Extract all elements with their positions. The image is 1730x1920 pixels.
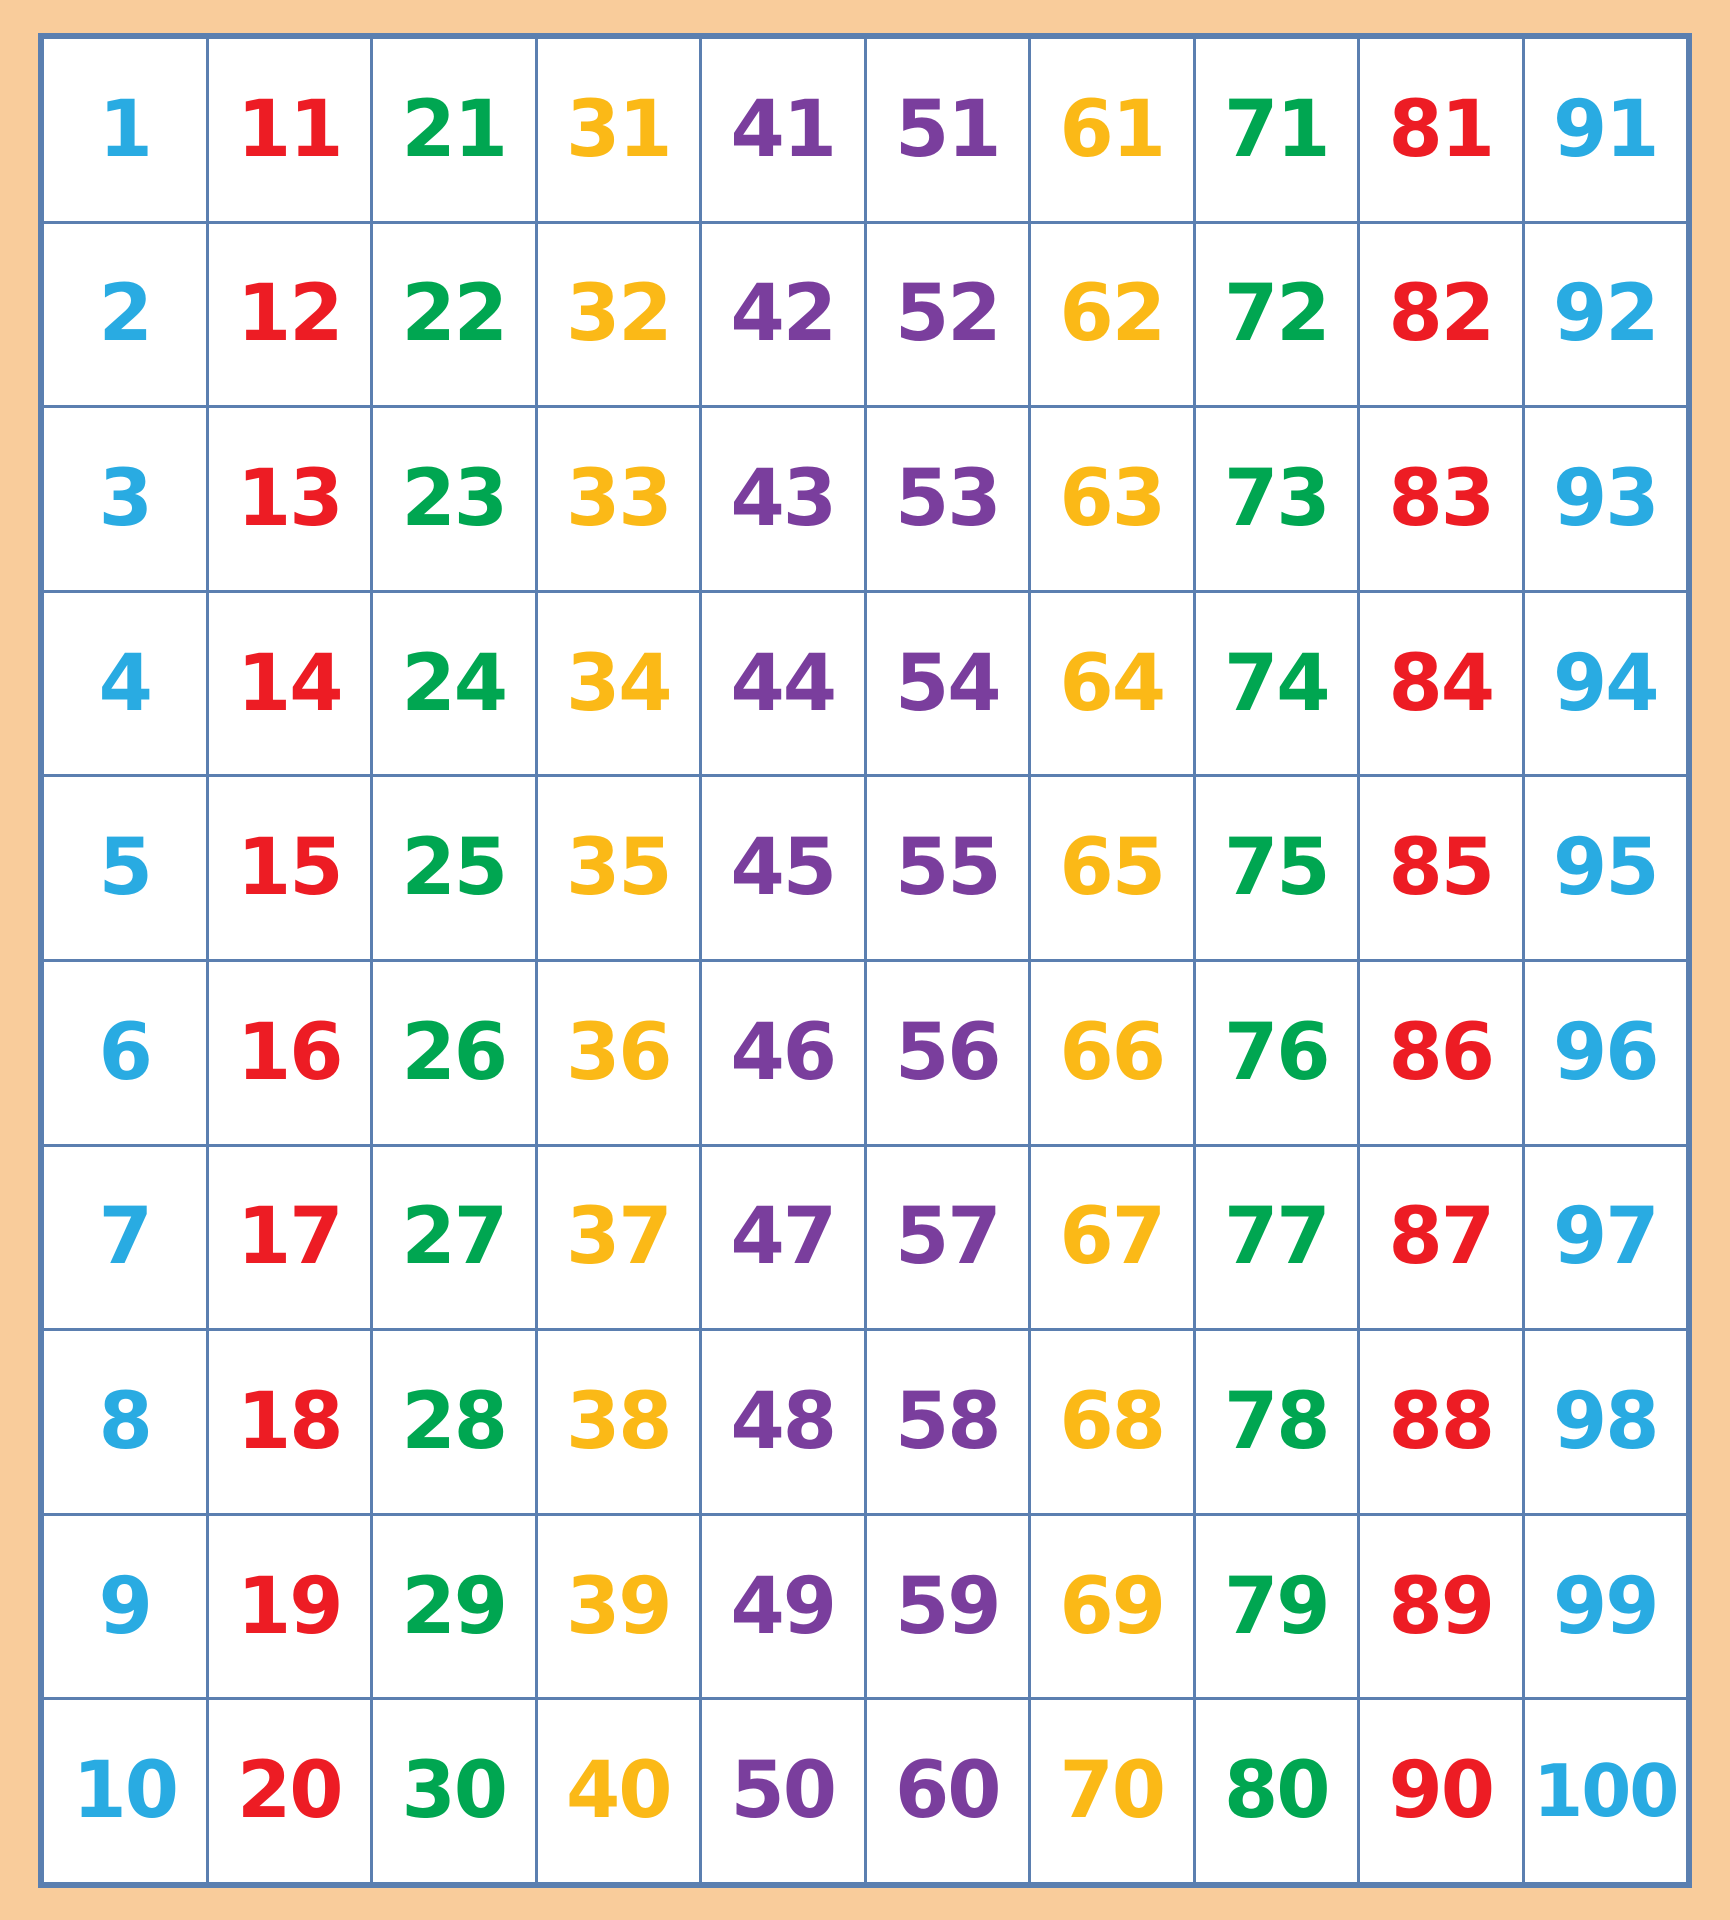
number-cell[interactable] [865,1330,1030,1515]
number-label: 16 [236,1007,342,1098]
number-cell[interactable] [207,1514,372,1699]
number-cell[interactable] [1030,222,1195,407]
number-label: 47 [730,1192,836,1283]
number-label: 18 [236,1376,342,1467]
number-cell[interactable] [1030,960,1195,1145]
number-cell[interactable] [1523,776,1688,961]
number-cell[interactable] [43,1145,208,1330]
number-cell[interactable] [207,1330,372,1515]
number-label: 1 [98,84,151,175]
number-label: 28 [401,1376,507,1467]
number-label: 24 [401,638,507,729]
number-cell[interactable] [1359,222,1524,407]
number-cell[interactable] [372,407,537,592]
number-label: 80 [1223,1746,1329,1837]
number-cell[interactable] [701,1514,866,1699]
number-label: 100 [1533,1749,1678,1834]
number-label: 76 [1223,1007,1329,1098]
number-label: 22 [401,269,507,360]
number-cell[interactable] [1523,591,1688,776]
number-label: 13 [236,453,342,544]
number-label: 98 [1552,1376,1658,1467]
number-label: 69 [1059,1561,1165,1652]
number-label: 96 [1552,1007,1658,1098]
number-label: 50 [730,1746,836,1837]
number-label: 84 [1388,638,1494,729]
number-cell[interactable] [372,591,537,776]
number-label: 67 [1059,1192,1165,1283]
number-cell[interactable] [536,1330,701,1515]
number-cell[interactable] [43,776,208,961]
number-label: 94 [1552,638,1658,729]
number-cell[interactable] [43,591,208,776]
number-cell[interactable] [536,1145,701,1330]
number-label: 85 [1388,823,1494,914]
number-label: 11 [236,84,342,175]
number-cell[interactable] [1030,1330,1195,1515]
number-cell[interactable] [1523,38,1688,223]
number-cell[interactable] [43,1699,208,1884]
number-label: 74 [1223,638,1329,729]
hundred-number-chart [38,33,1692,1888]
number-label: 51 [894,84,1000,175]
number-label: 41 [730,84,836,175]
number-label: 12 [236,269,342,360]
table-row [43,222,1688,407]
number-cell[interactable] [1359,776,1524,961]
number-label: 8 [98,1376,151,1467]
table-row [43,1145,1688,1330]
number-label: 68 [1059,1376,1165,1467]
number-cell[interactable] [701,1145,866,1330]
number-cell[interactable] [865,1514,1030,1699]
number-label: 83 [1388,453,1494,544]
number-label: 30 [401,1746,507,1837]
table-row [43,960,1688,1145]
number-label: 59 [894,1561,1000,1652]
number-label: 19 [236,1561,342,1652]
number-cell[interactable] [1194,38,1359,223]
number-label: 54 [894,638,1000,729]
number-label: 62 [1059,269,1165,360]
number-cell[interactable] [372,960,537,1145]
number-cell[interactable] [536,407,701,592]
number-label: 38 [565,1376,671,1467]
number-label: 78 [1223,1376,1329,1467]
number-label: 71 [1223,84,1329,175]
number-label: 36 [565,1007,671,1098]
number-cell[interactable] [865,591,1030,776]
number-label: 33 [565,453,671,544]
number-label: 92 [1552,269,1658,360]
number-cell[interactable] [372,1145,537,1330]
number-label: 90 [1388,1746,1494,1837]
number-cell[interactable] [1359,1699,1524,1884]
number-cell[interactable] [207,960,372,1145]
number-cell[interactable] [1523,1514,1688,1699]
number-cell[interactable] [207,407,372,592]
number-label: 44 [730,638,836,729]
number-label: 72 [1223,269,1329,360]
number-cell[interactable] [1359,407,1524,592]
number-cell[interactable] [865,38,1030,223]
number-label: 42 [730,269,836,360]
number-cell[interactable] [1359,1514,1524,1699]
number-cell[interactable] [536,38,701,223]
number-cell[interactable] [372,1330,537,1515]
number-cell[interactable] [1194,407,1359,592]
number-label: 73 [1223,453,1329,544]
number-cell[interactable] [865,960,1030,1145]
number-cell[interactable] [536,960,701,1145]
number-label: 75 [1223,823,1329,914]
number-cell[interactable] [1194,960,1359,1145]
number-cell[interactable] [1030,1145,1195,1330]
number-label: 34 [565,638,671,729]
number-cell[interactable] [372,1514,537,1699]
number-label: 86 [1388,1007,1494,1098]
number-grid [41,36,1689,1885]
number-label: 64 [1059,638,1165,729]
number-cell[interactable] [701,960,866,1145]
number-label: 6 [98,1007,151,1098]
number-label: 21 [401,84,507,175]
number-label: 56 [894,1007,1000,1098]
number-label: 45 [730,823,836,914]
number-label: 87 [1388,1192,1494,1283]
number-label: 37 [565,1192,671,1283]
number-label: 29 [401,1561,507,1652]
number-cell[interactable] [1523,960,1688,1145]
number-cell[interactable] [1194,222,1359,407]
number-label: 31 [565,84,671,175]
number-cell[interactable] [701,776,866,961]
number-label: 7 [98,1192,151,1283]
number-label: 35 [565,823,671,914]
number-label: 14 [236,638,342,729]
number-label: 55 [894,823,1000,914]
number-cell[interactable] [536,591,701,776]
number-label: 81 [1388,84,1494,175]
number-label: 20 [236,1746,342,1837]
number-label: 53 [894,453,1000,544]
number-cell[interactable] [536,222,701,407]
number-label: 49 [730,1561,836,1652]
number-cell[interactable] [1030,591,1195,776]
number-cell[interactable] [43,1330,208,1515]
number-cell[interactable] [701,407,866,592]
number-cell[interactable] [701,1699,866,1884]
number-cell[interactable] [1194,1514,1359,1699]
number-grid-body [43,38,1688,1884]
number-cell[interactable] [1523,1145,1688,1330]
number-cell[interactable] [701,38,866,223]
number-label: 95 [1552,823,1658,914]
number-cell[interactable] [1359,1145,1524,1330]
number-cell[interactable] [1523,1330,1688,1515]
number-label: 15 [236,823,342,914]
number-label: 46 [730,1007,836,1098]
number-label: 60 [894,1746,1000,1837]
number-cell[interactable] [1359,960,1524,1145]
number-label: 5 [98,823,151,914]
number-cell[interactable] [865,222,1030,407]
number-cell[interactable] [1523,1699,1688,1884]
number-cell[interactable] [1523,222,1688,407]
number-cell[interactable] [1030,1699,1195,1884]
number-cell[interactable] [1359,1330,1524,1515]
number-cell[interactable] [701,222,866,407]
number-cell[interactable] [865,1699,1030,1884]
number-cell[interactable] [701,1330,866,1515]
number-cell[interactable] [865,1145,1030,1330]
number-label: 4 [98,638,151,729]
number-label: 39 [565,1561,671,1652]
number-cell[interactable] [1030,776,1195,961]
number-label: 65 [1059,823,1165,914]
number-label: 99 [1552,1561,1658,1652]
number-label: 10 [72,1746,178,1837]
table-row [43,1514,1688,1699]
number-cell[interactable] [207,38,372,223]
number-label: 17 [236,1192,342,1283]
number-cell[interactable] [1194,1330,1359,1515]
number-label: 52 [894,269,1000,360]
number-label: 63 [1059,453,1165,544]
number-cell[interactable] [1030,407,1195,592]
number-cell[interactable] [536,1514,701,1699]
number-label: 9 [98,1561,151,1652]
table-row [43,591,1688,776]
number-cell[interactable] [207,776,372,961]
number-cell[interactable] [865,776,1030,961]
table-row [43,407,1688,592]
number-label: 23 [401,453,507,544]
number-label: 57 [894,1192,1000,1283]
table-row [43,1699,1688,1884]
number-label: 66 [1059,1007,1165,1098]
number-cell[interactable] [1359,591,1524,776]
number-label: 2 [98,269,151,360]
number-cell[interactable] [43,222,208,407]
number-cell[interactable] [1194,776,1359,961]
number-label: 58 [894,1376,1000,1467]
number-cell[interactable] [1359,38,1524,223]
number-label: 89 [1388,1561,1494,1652]
number-cell[interactable] [1523,407,1688,592]
number-label: 25 [401,823,507,914]
number-label: 61 [1059,84,1165,175]
table-row [43,776,1688,961]
number-label: 91 [1552,84,1658,175]
number-cell[interactable] [865,407,1030,592]
number-label: 27 [401,1192,507,1283]
number-label: 93 [1552,453,1658,544]
table-row [43,1330,1688,1515]
number-cell[interactable] [1030,1514,1195,1699]
number-label: 70 [1059,1746,1165,1837]
number-cell[interactable] [1194,1699,1359,1884]
number-label: 26 [401,1007,507,1098]
number-cell[interactable] [43,38,208,223]
number-cell[interactable] [372,222,537,407]
number-cell[interactable] [207,591,372,776]
number-label: 3 [98,453,151,544]
number-cell[interactable] [43,960,208,1145]
number-label: 97 [1552,1192,1658,1283]
number-cell[interactable] [701,591,866,776]
table-row [43,38,1688,223]
number-label: 88 [1388,1376,1494,1467]
number-cell[interactable] [536,776,701,961]
number-cell[interactable] [207,1699,372,1884]
number-cell[interactable] [207,222,372,407]
number-label: 48 [730,1376,836,1467]
number-label: 40 [565,1746,671,1837]
number-label: 77 [1223,1192,1329,1283]
number-label: 43 [730,453,836,544]
number-cell[interactable] [536,1699,701,1884]
number-cell[interactable] [1194,591,1359,776]
number-cell[interactable] [43,1514,208,1699]
number-label: 82 [1388,269,1494,360]
number-label: 79 [1223,1561,1329,1652]
number-cell[interactable] [207,1145,372,1330]
number-cell[interactable] [372,1699,537,1884]
number-cell[interactable] [372,38,537,223]
number-cell[interactable] [1194,1145,1359,1330]
number-cell[interactable] [43,407,208,592]
number-cell[interactable] [372,776,537,961]
number-cell[interactable] [1030,38,1195,223]
number-label: 32 [565,269,671,360]
